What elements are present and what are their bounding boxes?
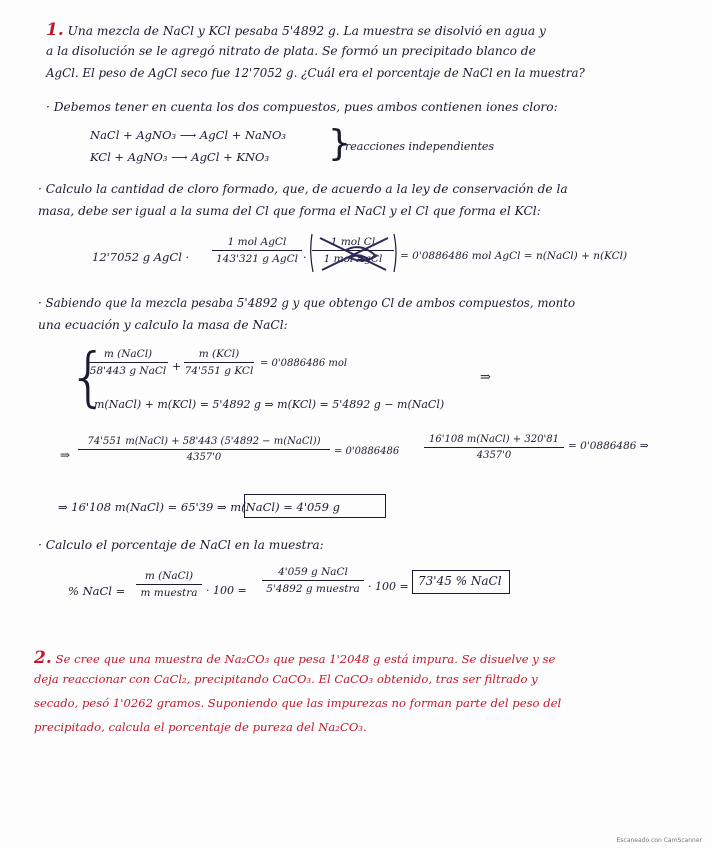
s3-fraction-b-den: 74'551 g KCl (184, 365, 254, 377)
s3-fraction-a-num: m (NaCl) (103, 348, 153, 360)
s4-result: 73'45 % NaCl (418, 574, 502, 588)
fraction-bar (212, 250, 302, 251)
fraction-bar (88, 362, 168, 363)
fraction-bar (424, 447, 564, 448)
problem-2-line-1 (34, 648, 555, 668)
s3-fraction-b (184, 348, 254, 377)
s4-times-100-b: · 100 = (368, 580, 409, 593)
s3-big2-fraction-den: 4357'0 (476, 450, 512, 461)
s3-big2-rhs: = 0'0886486 ⇒ (568, 440, 649, 452)
fraction-bar (262, 580, 364, 581)
problem-1-line-3: AgCl. El peso de AgCl seco fue 12'7052 g. ¿Cuál era el porcentaje de NaCl en la muestra? (46, 66, 585, 80)
reaction-1: NaCl + AgNO₃ ⟶ AgCl + NaNO₃ (90, 128, 287, 142)
problem-1-line-1 (46, 20, 546, 40)
s2-multiply-dot: · (303, 250, 307, 264)
scanner-watermark: Escaneado con CamScanner (616, 837, 702, 844)
s2-fraction-2-den: 1 mol AgCl (323, 253, 383, 265)
problem-1-number: 1. (46, 20, 64, 40)
s2-fraction-1-num: 1 mol AgCl (227, 236, 287, 248)
s1-intro: · Debemos tener en cuenta los dos compuestos, pues ambos contienen iones cloro: (46, 100, 558, 114)
s2-rhs: = 0'0886486 mol AgCl = n(NaCl) + n(KCl) (400, 250, 628, 262)
s2-line-1: · Calculo la cantidad de cloro formado, que, de acuerdo a la ley de conservación de la (38, 182, 568, 196)
s3-fraction-a-den: 58'443 g NaCl (89, 365, 167, 377)
s4-fraction-2 (262, 566, 364, 595)
fraction-bar (136, 584, 202, 585)
s3-line-2: una ecuación y calculo la masa de NaCl: (38, 318, 288, 332)
s3-plus: + (172, 360, 182, 373)
problem-2-line-2: deja reaccionar con CaCl₂, precipitando CaCO₃. El CaCO₃ obtenido, tras ser filtrado y (34, 672, 538, 686)
s3-big-fraction (78, 436, 330, 463)
reaction-2: KCl + AgNO₃ ⟶ AgCl + KNO₃ (90, 150, 270, 164)
s2-line-2: masa, debe ser igual a la suma del Cl que forma el NaCl y el Cl que forma el KCl: (38, 204, 541, 218)
s4-times-100-a: · 100 = (206, 584, 247, 597)
fraction-bar (184, 362, 254, 363)
s4-fraction-1-num: m (NaCl) (144, 570, 194, 582)
s3-fraction-b-num: m (KCl) (198, 348, 240, 360)
s3-eq2: m(NaCl) + m(KCl) = 5'4892 g ⇒ m(KCl) = 5'4892 g − m(NaCl) (94, 398, 445, 411)
s4-lhs: % NaCl = (68, 584, 126, 598)
s4-intro: · Calculo el porcentaje de NaCl en la muestra: (38, 538, 324, 552)
s3-result-box (244, 494, 386, 518)
s3-big-fraction-num: 74'551 m(NaCl) + 58'443 (5'4892 − m(NaCl)) (87, 436, 321, 447)
problem-2-line-3: secado, pesó 1'0262 gramos. Suponiendo que las impurezas no forman parte del peso del (34, 696, 562, 710)
s3-implies-arrow: ⇒ (480, 370, 491, 385)
s4-fraction-2-num: 4'059 g NaCl (278, 566, 348, 578)
s2-fraction-2-num: 1 mol Cl (330, 236, 376, 248)
s3-line-1: · Sabiendo que la mezcla pesaba 5'4892 g y que obtengo Cl de ambos compuestos, monto (38, 296, 576, 310)
scribble-cross-out (306, 230, 400, 276)
fraction-bar (78, 449, 330, 450)
s3-big-fraction-den: 4357'0 (186, 452, 222, 463)
s2-fraction-1-den: 143'321 g AgCl (215, 253, 299, 265)
s2-fraction-1 (212, 236, 302, 265)
s4-fraction-1 (136, 570, 202, 599)
problem-1-line-2: a la disolución se le agregó nitrato de plata. Se formó un precipitado blanco de (46, 44, 536, 58)
system-brace: { (68, 341, 109, 415)
problem-2-number: 2. (34, 648, 52, 668)
s3-arrow-2: ⇒ (60, 448, 71, 462)
s3-result-line: ⇒ 16'108 m(NaCl) = 65'39 ⇒ m(NaCl) = 4'059 g (58, 500, 340, 514)
problem-2-text-1: Se cree que una muestra de Na₂CO₃ que pesa 1'2048 g está impura. Se disuelve y se (55, 652, 556, 666)
s3-eq1-rhs: = 0'0886486 mol (260, 358, 348, 369)
s3-big2-fraction (424, 434, 564, 461)
s3-big-mid: = 0'0886486 (334, 446, 400, 457)
s3-big2-fraction-num: 16'108 m(NaCl) + 320'81 (429, 434, 559, 445)
problem-2-line-4: precipitado, calcula el porcentaje de pureza del Na₂CO₃. (34, 720, 367, 734)
s4-fraction-2-den: 5'4892 g muestra (266, 583, 360, 595)
s4-fraction-1-den: m muestra (140, 587, 198, 599)
s2-lhs: 12'7052 g AgCl · (92, 250, 190, 264)
problem-1-text-1: Una mezcla de NaCl y KCl pesaba 5'4892 g. La muestra se disolvió en agua y (67, 24, 546, 38)
reactions-brace: } (328, 123, 351, 164)
reactions-note: reacciones independientes (345, 140, 495, 153)
s3-fraction-a (88, 348, 168, 377)
